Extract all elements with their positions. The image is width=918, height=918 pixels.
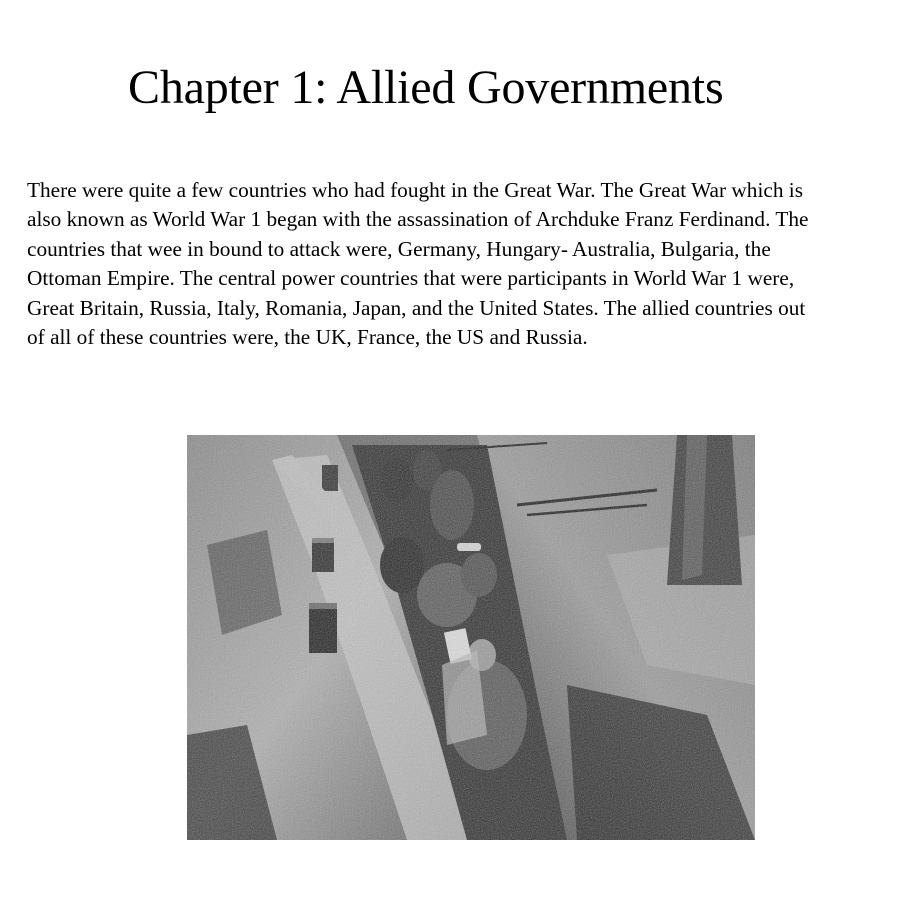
- chapter-title: Chapter 1: Allied Governments: [128, 61, 724, 114]
- trench-photo-illustration: [187, 435, 755, 840]
- paragraph-line: of all of these countries were, the UK, France, the US and Russia.: [27, 325, 588, 350]
- paragraph-line: There were quite a few countries who had fought in the Great War. The Great War which is: [27, 178, 804, 202]
- paragraph-line: Great Britain, Russia, Italy, Romania, Japan, and the United States. The allied countries out: [27, 295, 806, 320]
- paragraph-line: Ottoman Empire. The central power countries that were participants in World War 1 were,: [27, 266, 795, 291]
- trench-photo: [187, 435, 755, 840]
- paragraph-line: also known as World War 1 began with the assassination of Archduke Franz Ferdinand. The: [27, 207, 809, 232]
- paragraph-line: countries that wee in bound to attack were, Germany, Hungary- Australia, Bulgaria, the: [27, 236, 771, 261]
- body-paragraph: [27, 176, 911, 352]
